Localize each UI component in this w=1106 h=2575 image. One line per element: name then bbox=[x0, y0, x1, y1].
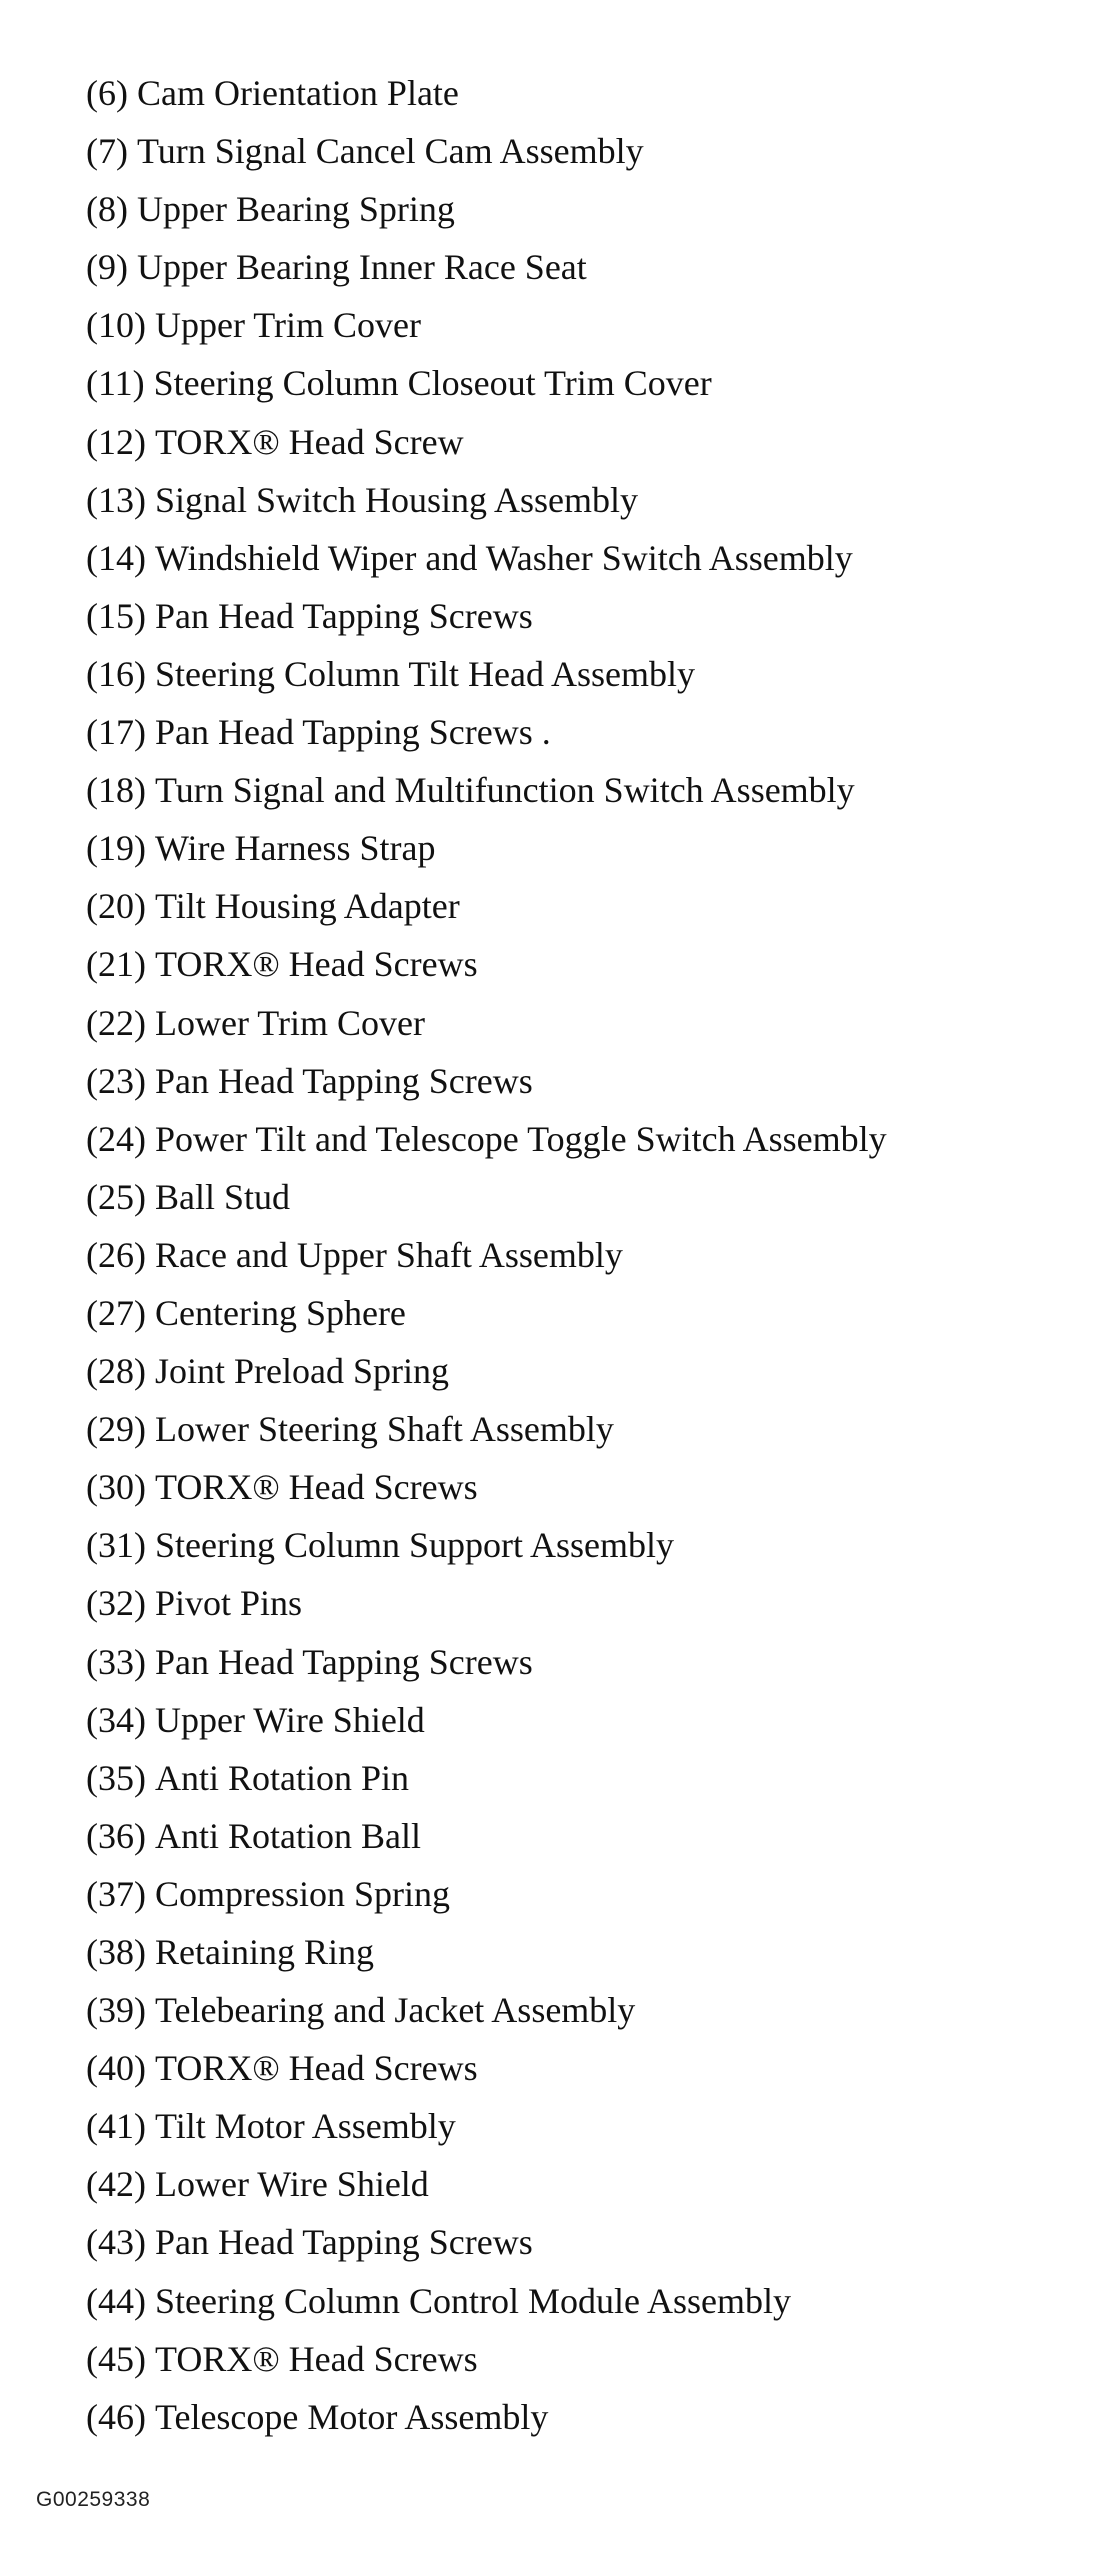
part-number: (14) bbox=[86, 537, 146, 578]
list-item bbox=[86, 1865, 887, 1923]
part-number: (46) bbox=[86, 2396, 146, 2437]
list-item bbox=[86, 2272, 887, 2330]
list-item bbox=[86, 1749, 887, 1807]
part-name: Anti Rotation Pin bbox=[154, 1757, 410, 1798]
list-item bbox=[86, 413, 887, 471]
list-item bbox=[86, 1807, 887, 1865]
list-item bbox=[86, 1981, 887, 2039]
parts-list bbox=[86, 64, 887, 2446]
list-item bbox=[86, 645, 887, 703]
part-number: (40) bbox=[86, 2048, 146, 2089]
list-item bbox=[86, 1284, 887, 1342]
part-number: (8) bbox=[86, 189, 128, 230]
part-number: (38) bbox=[86, 1932, 146, 1972]
list-item bbox=[86, 529, 887, 587]
part-number: (19) bbox=[86, 828, 146, 869]
part-number: (41) bbox=[86, 2106, 146, 2147]
part-name: Steering Column Support Assembly bbox=[154, 1525, 674, 1566]
part-name: Compression Spring bbox=[154, 1873, 450, 1914]
part-number: (32) bbox=[86, 1583, 146, 1624]
part-name: Tilt Housing Adapter bbox=[154, 886, 460, 927]
list-item bbox=[86, 354, 887, 412]
part-number: (28) bbox=[86, 1351, 146, 1392]
part-name: Lower Trim Cover bbox=[154, 1002, 425, 1043]
part-number: (25) bbox=[86, 1176, 146, 1217]
part-name: Lower Wire Shield bbox=[154, 2164, 429, 2205]
part-number: (34) bbox=[86, 1699, 146, 1740]
part-name: Power Tilt and Telescope Toggle Switch Assembly bbox=[154, 1118, 887, 1159]
part-number: (37) bbox=[86, 1873, 146, 1914]
list-item bbox=[86, 64, 887, 122]
part-name: Pan Head Tapping Screws bbox=[154, 1060, 533, 1101]
list-item bbox=[86, 703, 887, 761]
list-item bbox=[86, 2155, 887, 2213]
list-item bbox=[86, 935, 887, 993]
figure-code: G00259338 bbox=[36, 2488, 151, 2511]
list-item bbox=[86, 587, 887, 645]
part-name: Pan Head Tapping Screws bbox=[154, 2222, 533, 2263]
list-item bbox=[86, 1691, 887, 1749]
part-name: TORX® Head Screws bbox=[154, 944, 478, 985]
part-name: TORX® Head Screw bbox=[154, 421, 464, 462]
part-number: (20) bbox=[86, 886, 146, 927]
part-number: (31) bbox=[86, 1525, 146, 1566]
part-name: Cam Orientation Plate bbox=[136, 73, 459, 113]
part-number: (39) bbox=[86, 1990, 146, 2031]
list-item bbox=[86, 1458, 887, 1516]
part-name: Race and Upper Shaft Assembly bbox=[154, 1234, 623, 1275]
part-name: Steering Column Control Module Assembly bbox=[154, 2280, 791, 2321]
list-item bbox=[86, 1633, 887, 1691]
part-number: (33) bbox=[86, 1641, 146, 1682]
list-item bbox=[86, 1400, 887, 1458]
part-name: Upper Trim Cover bbox=[154, 305, 421, 346]
part-name: Wire Harness Strap bbox=[154, 828, 436, 869]
list-item bbox=[86, 1052, 887, 1110]
part-number: (15) bbox=[86, 595, 146, 636]
part-name: Windshield Wiper and Washer Switch Assembly bbox=[154, 537, 853, 578]
part-name: Steering Column Closeout Trim Cover bbox=[153, 363, 712, 404]
part-name: Anti Rotation Ball bbox=[154, 1815, 421, 1856]
list-item bbox=[86, 1574, 887, 1632]
part-number: (10) bbox=[86, 305, 146, 346]
part-number: (27) bbox=[86, 1292, 146, 1333]
part-name: Pan Head Tapping Screws . bbox=[154, 712, 551, 753]
list-item bbox=[86, 1110, 887, 1168]
list-item bbox=[86, 180, 887, 238]
part-number: (26) bbox=[86, 1234, 146, 1275]
part-number: (30) bbox=[86, 1467, 146, 1508]
part-number: (6) bbox=[86, 73, 128, 113]
part-number: (17) bbox=[86, 712, 146, 753]
part-name: TORX® Head Screws bbox=[154, 1467, 478, 1508]
part-name: Lower Steering Shaft Assembly bbox=[154, 1409, 614, 1450]
list-item bbox=[86, 994, 887, 1052]
part-number: (36) bbox=[86, 1815, 146, 1856]
part-number: (11) bbox=[86, 363, 145, 404]
list-item bbox=[86, 877, 887, 935]
list-item bbox=[86, 2097, 887, 2155]
list-item bbox=[86, 1516, 887, 1574]
part-number: (43) bbox=[86, 2222, 146, 2263]
part-number: (18) bbox=[86, 770, 146, 811]
list-item bbox=[86, 2213, 887, 2271]
list-item bbox=[86, 122, 887, 180]
part-number: (16) bbox=[86, 653, 146, 694]
list-item bbox=[86, 2388, 887, 2446]
part-number: (12) bbox=[86, 421, 146, 462]
part-name: Pan Head Tapping Screws bbox=[154, 595, 533, 636]
part-number: (9) bbox=[86, 247, 128, 288]
part-name: Turn Signal Cancel Cam Assembly bbox=[136, 131, 644, 172]
part-number: (21) bbox=[86, 944, 146, 985]
part-name: TORX® Head Screws bbox=[154, 2338, 478, 2379]
part-number: (7) bbox=[86, 131, 128, 172]
part-name: Telebearing and Jacket Assembly bbox=[154, 1990, 636, 2031]
part-number: (35) bbox=[86, 1757, 146, 1798]
part-name: Pan Head Tapping Screws bbox=[154, 1641, 533, 1682]
list-item bbox=[86, 1168, 887, 1226]
part-name: Telescope Motor Assembly bbox=[154, 2396, 549, 2437]
part-number: (24) bbox=[86, 1118, 146, 1159]
part-number: (23) bbox=[86, 1060, 146, 1101]
part-number: (44) bbox=[86, 2280, 146, 2321]
list-item bbox=[86, 2330, 887, 2388]
list-item bbox=[86, 819, 887, 877]
list-item bbox=[86, 238, 887, 296]
list-item bbox=[86, 761, 887, 819]
part-number: (45) bbox=[86, 2338, 146, 2379]
part-name: Upper Bearing Spring bbox=[136, 189, 455, 230]
part-name: Joint Preload Spring bbox=[154, 1351, 449, 1392]
part-number: (29) bbox=[86, 1409, 146, 1450]
part-name: TORX® Head Screws bbox=[154, 2048, 478, 2089]
part-name: Retaining Ring bbox=[154, 1932, 374, 1972]
part-name: Steering Column Tilt Head Assembly bbox=[154, 653, 696, 694]
part-name: Upper Wire Shield bbox=[154, 1699, 425, 1740]
list-item bbox=[86, 296, 887, 354]
part-number: (22) bbox=[86, 1002, 146, 1043]
part-name: Tilt Motor Assembly bbox=[154, 2106, 456, 2147]
list-item bbox=[86, 2039, 887, 2097]
list-item bbox=[86, 1226, 887, 1284]
part-name: Signal Switch Housing Assembly bbox=[154, 479, 639, 520]
part-number: (42) bbox=[86, 2164, 146, 2205]
list-item bbox=[86, 471, 887, 529]
part-name: Turn Signal and Multifunction Switch Assembly bbox=[154, 770, 855, 811]
part-name: Centering Sphere bbox=[154, 1292, 406, 1333]
list-item bbox=[86, 1923, 887, 1981]
part-name: Pivot Pins bbox=[154, 1583, 303, 1624]
list-item bbox=[86, 1342, 887, 1400]
part-name: Ball Stud bbox=[154, 1176, 291, 1217]
part-name: Upper Bearing Inner Race Seat bbox=[136, 247, 587, 288]
part-number: (13) bbox=[86, 479, 146, 520]
